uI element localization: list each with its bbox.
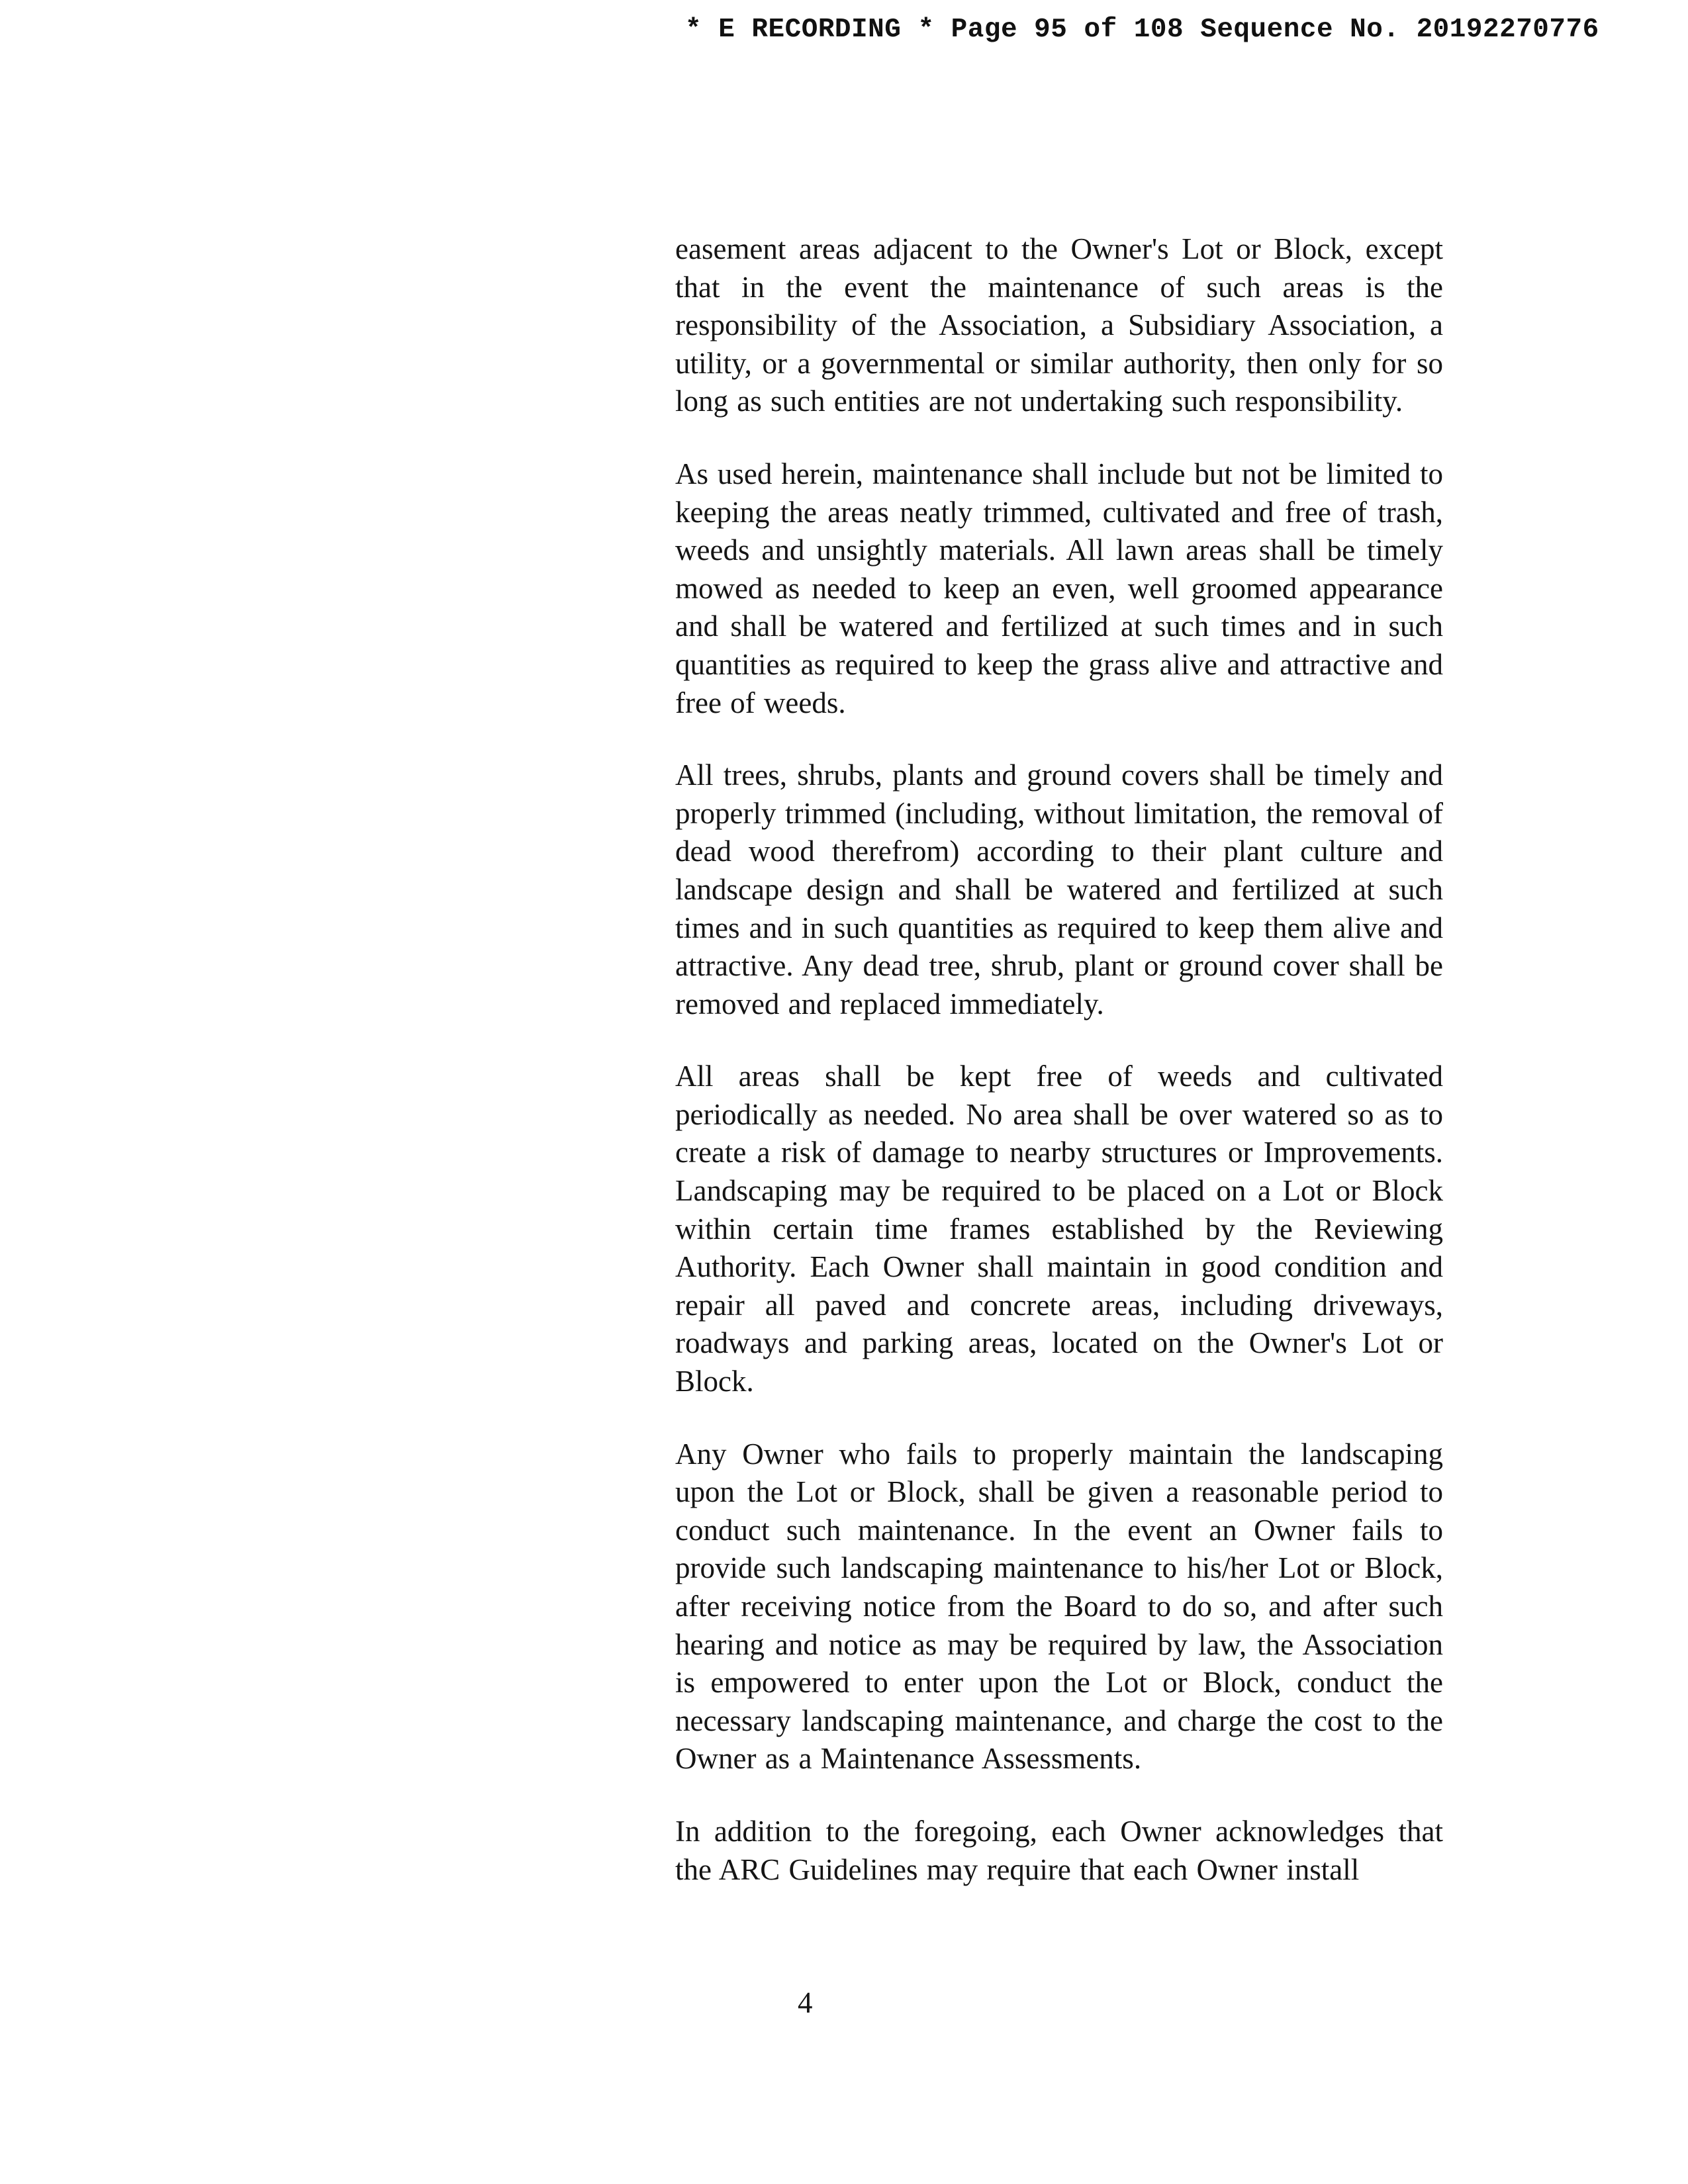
- paragraph-easement: easement areas adjacent to the Owner's Lot or Block, except that in the event the maintenance of such areas is the responsibility of the Association, a Subsidiary Association, a utility, or a governmental or similar authority, then only for so long as such entities are not undertaking such responsibility.: [675, 232, 1443, 418]
- paragraph-maintenance-definition: As used herein, maintenance shall include but not be limited to keeping the areas neatly trimmed, cultivated and free of trash, weeds and unsightly materials. All lawn areas shall be timely mowed as needed to keep an even, well groomed appearance and shall be watered and fertilized at such times and in such quantities as required to keep the grass alive and attractive and free of weeds.: [675, 457, 1443, 719]
- recording-header: * E RECORDING * Page 95 of 108 Sequence No. 20192270776: [685, 15, 1599, 45]
- paragraph-arc-guidelines: In addition to the foregoing, each Owner acknowledges that the ARC Guidelines may require that each Owner install: [675, 1814, 1443, 1886]
- paragraph-weeds-cultivation: All areas shall be kept free of weeds and cultivated periodically as needed. No area shall be over watered so as to create a risk of damage to nearby structures or Improvements. Landscaping may be required to be placed on a Lot or Block within certain time frames established by the Reviewing Authority. Each Owner shall maintain in good condition and repair all paved and concrete areas, including driveways, roadways and parking areas, located on the Owner's Lot or Block.: [675, 1060, 1443, 1398]
- paragraph-trees-shrubs: All trees, shrubs, plants and ground covers shall be timely and properly trimmed (including, without limitation, the removal of dead wood therefrom) according to their plant culture and landscape design and shall be watered and fertilized at such times and in such quantities as required to keep them alive and attractive. Any dead tree, shrub, plant or ground cover shall be removed and replaced immediately.: [675, 758, 1443, 1021]
- text-column: [675, 230, 1443, 1923]
- paragraph-owner-failure: Any Owner who fails to properly maintain the landscaping upon the Lot or Block, shall be given a reasonable period to conduct such maintenance. In the event an Owner fails to provide such landscaping maintenance to his/her Lot or Block, after receiving notice from the Board to do so, and after such hearing and notice as may be required by law, the Association is empowered to enter upon the Lot or Block, conduct the necessary landscaping maintenance, and charge the cost to the Owner as a Maintenance Assessments.: [675, 1437, 1443, 1776]
- page-number: 4: [798, 1986, 813, 2019]
